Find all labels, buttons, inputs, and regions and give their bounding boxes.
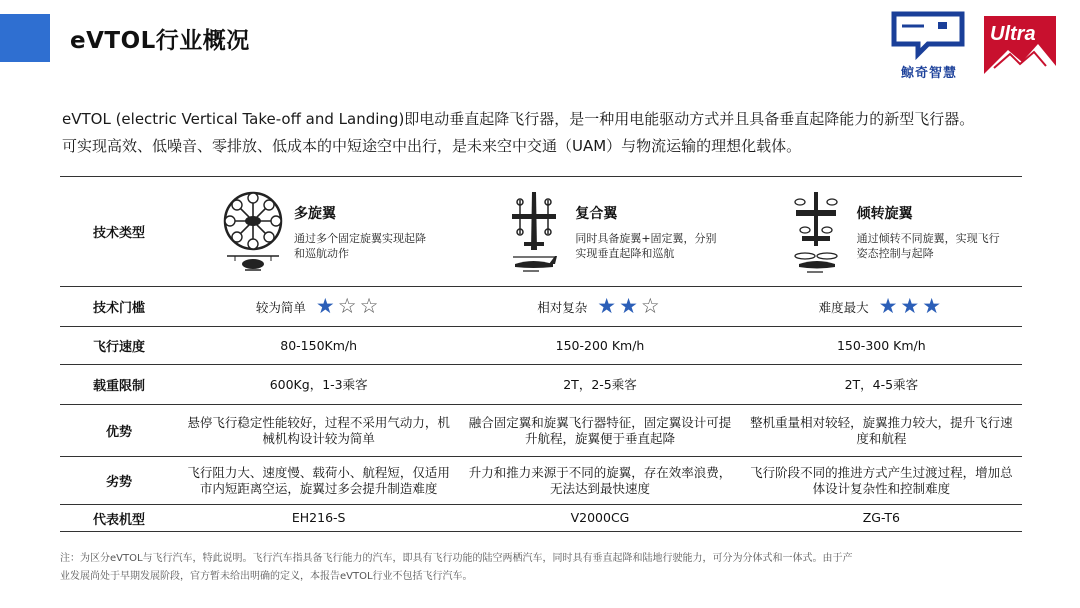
type-desc-compound-wing: 同时具备旋翼+固定翼，分别实现垂直起降和巡航	[575, 231, 717, 260]
multirotor-sideview-icon	[225, 252, 281, 274]
difficulty-rating-stars	[879, 296, 944, 317]
speed-cell: 150-200 Km/h	[555, 337, 645, 353]
row-header-threshold: 技术门槛	[92, 301, 145, 316]
speed-cell: 150-300 Km/h	[836, 337, 926, 353]
difficulty-cell-multirotor	[178, 296, 459, 317]
row-header-advantage: 优势	[105, 425, 132, 440]
footnote	[60, 550, 1026, 586]
disadvantage-cell: 飞行阻力大、速度慢、载荷小、航程短，仅适用市内短距离空运，旋翼过多会提升制造难度	[187, 464, 450, 496]
payload-cell: 2T，4-5乘客	[844, 376, 919, 392]
advantage-cell: 融合固定翼和旋翼飞行器特征，固定翼设计可提升航程，旋翼便于垂直起降	[468, 414, 732, 446]
table-row-threshold	[60, 286, 1022, 326]
intro-paragraph	[62, 106, 1022, 160]
multirotor-topview-icon	[222, 190, 284, 252]
row-header-speed: 飞行速度	[92, 340, 145, 355]
disadvantage-cell: 升力和推力来源于不同的旋翼，存在效率浪费，无法达到最快速度	[468, 464, 732, 496]
difficulty-label: 相对复杂	[537, 299, 588, 315]
advantage-cell: 整机重量相对较轻，旋翼推力较大，提升飞行速度和航程	[750, 414, 1013, 446]
type-name-compound-wing: 复合翼	[575, 205, 618, 222]
whale-logo	[888, 10, 970, 86]
footnote-line-2: 业发展尚处于早期发展阶段，官方暂未给出明确的定义，本报告eVTOL行业不包括飞行汽车。	[60, 571, 473, 582]
speed-cell: 80-150Km/h	[280, 337, 358, 353]
row-header-type: 技术类型	[92, 226, 145, 241]
disadvantage-cell: 飞行阶段不同的推进方式产生过渡过程，增加总体设计复杂性和控制难度	[750, 464, 1013, 496]
compound-wing-sideview-icon	[509, 252, 559, 274]
difficulty-rating-stars	[316, 296, 381, 317]
table-row-type	[60, 176, 1022, 286]
table-row-speed	[60, 326, 1022, 364]
whale-logo-text: 鲸奇智慧	[900, 66, 957, 81]
type-cell-compound-wing	[459, 190, 740, 274]
advantage-cell: 悬停飞行稳定性能较好，过程不采用气动力，机械机构设计较为简单	[187, 414, 450, 446]
type-name-multirotor: 多旋翼	[294, 205, 336, 222]
compound-wing-topview-icon	[510, 190, 558, 252]
table-row-payload	[60, 364, 1022, 404]
tiltrotor-topview-icon	[792, 188, 840, 250]
row-header-disadvantage: 劣势	[105, 475, 132, 490]
whale-logo-icon	[888, 10, 970, 60]
star-empty-icon: ☆☆	[337, 294, 382, 318]
slide-title: eVTOL行业概况	[70, 28, 250, 54]
ultra-logo	[978, 10, 1062, 86]
intro-line-1: eVTOL (electric Vertical Take-off and Landing)即电动垂直起降飞行器，是一种用电能驱动方式并且具备垂直起降能力的新型飞行器。	[62, 110, 975, 128]
payload-cell: 2T，2-5乘客	[563, 376, 637, 392]
model-cell: ZG-T6	[862, 510, 900, 525]
difficulty-label: 较为简单	[255, 299, 306, 315]
difficulty-cell-tiltrotor	[741, 296, 1022, 317]
table-row-disadvantage	[60, 456, 1022, 504]
payload-cell: 600Kg，1-3乘客	[269, 376, 368, 392]
model-cell: EH216-S	[291, 510, 346, 525]
row-header-payload: 载重限制	[92, 379, 145, 394]
tiltrotor-sideview-icon	[791, 250, 841, 276]
star-filled-icon: ★	[315, 294, 338, 318]
intro-line-2: 可实现高效、低噪音、零排放、低成本的中短途空中出行，是未来空中交通（UAM）与物流运输的理想化载体。	[62, 137, 802, 155]
title-accent-block	[0, 14, 50, 62]
type-desc-tiltrotor: 通过倾转不同旋翼，实现飞行姿态控制与起降	[856, 231, 1000, 260]
model-cell: V2000CG	[570, 510, 630, 525]
type-cell-multirotor	[178, 190, 459, 274]
star-filled-icon: ★★	[597, 294, 641, 318]
table-row-model	[60, 504, 1022, 532]
row-header-model: 代表机型	[92, 512, 145, 528]
footnote-line-1: 注：为区分eVTOL与飞行汽车，特此说明。飞行汽车指具备飞行能力的汽车，即具有飞行功能的陆空两栖汽车，同时具有垂直起降和陆地行驶能力，可分为分体式和一体式。由于产	[60, 553, 853, 564]
type-desc-multirotor: 通过多个固定旋翼实现起降和巡航动作	[294, 231, 426, 260]
type-cell-tiltrotor	[741, 188, 1022, 276]
difficulty-rating-stars	[597, 296, 662, 317]
evtol-comparison-table	[60, 176, 1022, 532]
star-empty-icon: ☆	[640, 294, 663, 318]
type-name-tiltrotor: 倾转旋翼	[856, 205, 913, 222]
star-filled-icon: ★★★	[878, 294, 945, 318]
table-row-advantage	[60, 404, 1022, 456]
difficulty-cell-compound-wing	[459, 296, 740, 317]
difficulty-label: 难度最大	[818, 299, 869, 315]
ultra-logo-text: Ultra	[990, 23, 1036, 45]
